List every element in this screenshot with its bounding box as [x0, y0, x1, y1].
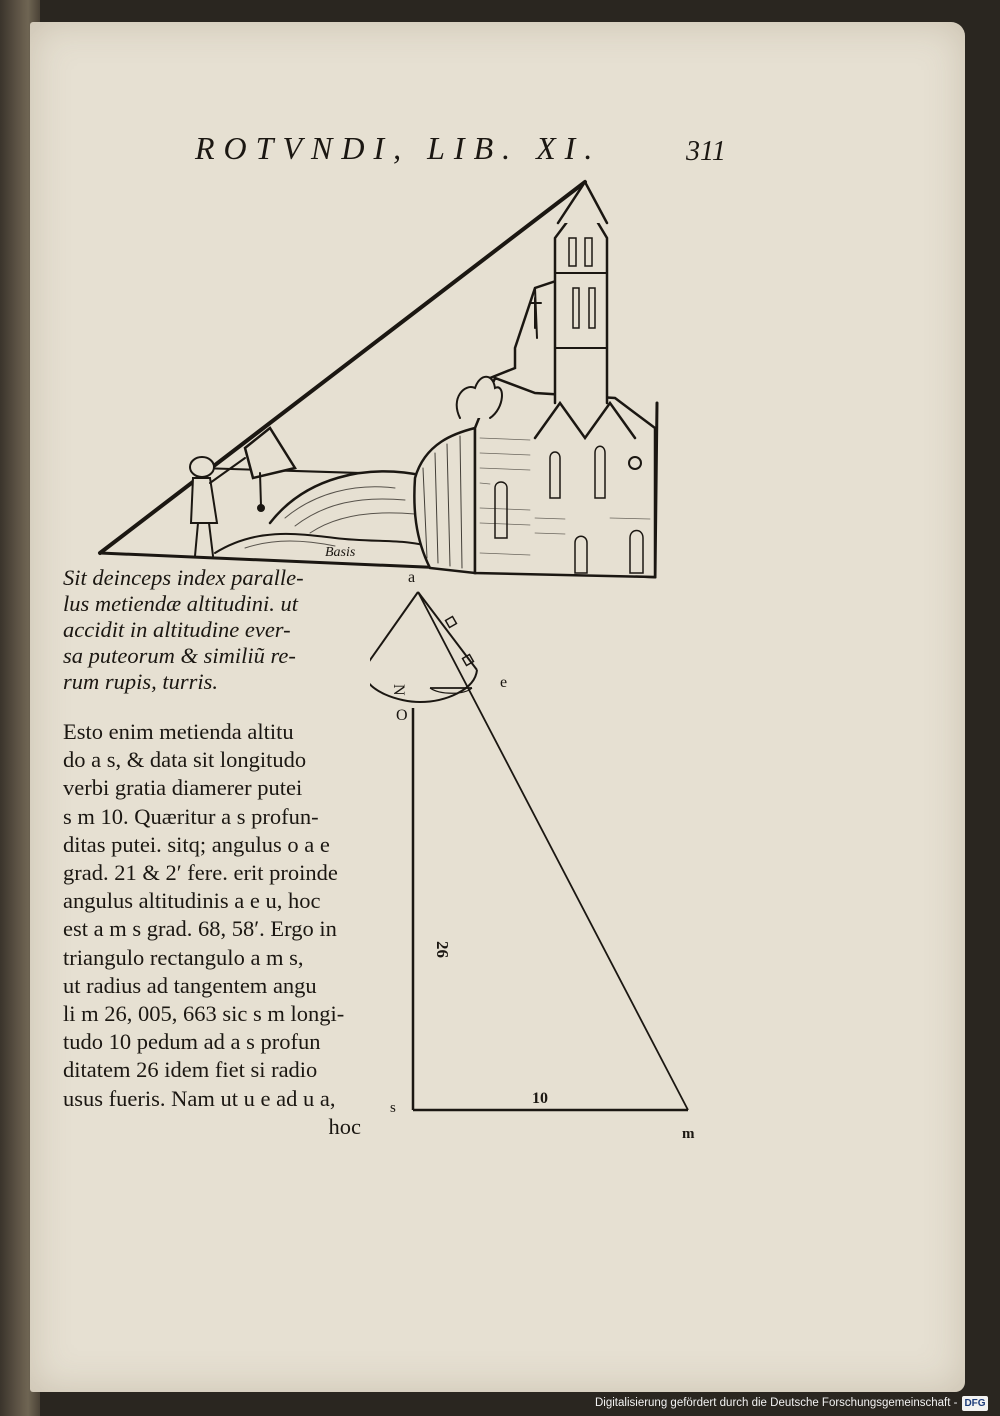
- label-s: s: [390, 1100, 396, 1116]
- italic-line: Sit deinceps index paralle-: [63, 565, 304, 590]
- italic-line: accidit in altitudine ever-: [63, 617, 291, 642]
- label-a: a: [408, 570, 416, 586]
- italic-line: rum rupis, turris.: [63, 669, 219, 694]
- body-line: est a m s grad. 68, 58′. Ergo in: [63, 916, 337, 942]
- label-n: N: [390, 684, 407, 696]
- body-line: ditas putei. sitq; angulus o a e: [63, 831, 330, 857]
- surveyor-figure: [190, 428, 295, 556]
- dfg-logo: DFG: [962, 1396, 988, 1411]
- italic-line: sa puteorum & similiũ re-: [63, 643, 296, 668]
- body-line: ut radius ad tangentem angu: [63, 972, 317, 998]
- digitization-credit: Digitalisierung gefördert durch die Deutsche Forschungsgemeinschaft -: [595, 1397, 958, 1409]
- body-line: verbi gratia diamerer putei: [63, 775, 303, 801]
- body-line: s m 10. Quæritur a s profun-: [63, 803, 319, 829]
- running-title: ROTVNDI, LIB. XI.: [195, 130, 602, 166]
- body-line: usus fueris. Nam ut u e ad u a,: [63, 1085, 336, 1111]
- italic-caption: [63, 565, 373, 695]
- body-line: ditatem 26 idem fiet si radio: [63, 1057, 318, 1083]
- body-line: triangulo rectangulo a m s,: [63, 944, 304, 970]
- italic-line: lus metiendæ altitudini. ut: [63, 591, 298, 616]
- label-e: e: [500, 674, 508, 691]
- basis-label: Basis: [325, 545, 356, 560]
- label-m: m: [682, 1126, 695, 1142]
- woodcut-illustration: [95, 178, 665, 583]
- page-number: 311: [686, 136, 726, 167]
- geometric-diagram: [370, 570, 730, 1150]
- body-line: li m 26, 005, 663 sic s m longi-: [63, 1001, 345, 1027]
- body-line: tudo 10 pedum ad a s profun: [63, 1029, 321, 1055]
- body-line: do a s, & data sit longitudo: [63, 747, 307, 773]
- catchword: hoc: [328, 1113, 361, 1139]
- body-line: angulus altitudinis a e u, hoc: [63, 888, 321, 914]
- label-o: O: [396, 707, 408, 724]
- label-base: 10: [532, 1090, 548, 1107]
- body-line: Esto enim metienda altitu: [63, 719, 294, 744]
- body-text: [63, 718, 373, 1141]
- body-line: grad. 21 & 2′ fere. erit proinde: [63, 860, 338, 886]
- label-height: 26: [433, 941, 452, 958]
